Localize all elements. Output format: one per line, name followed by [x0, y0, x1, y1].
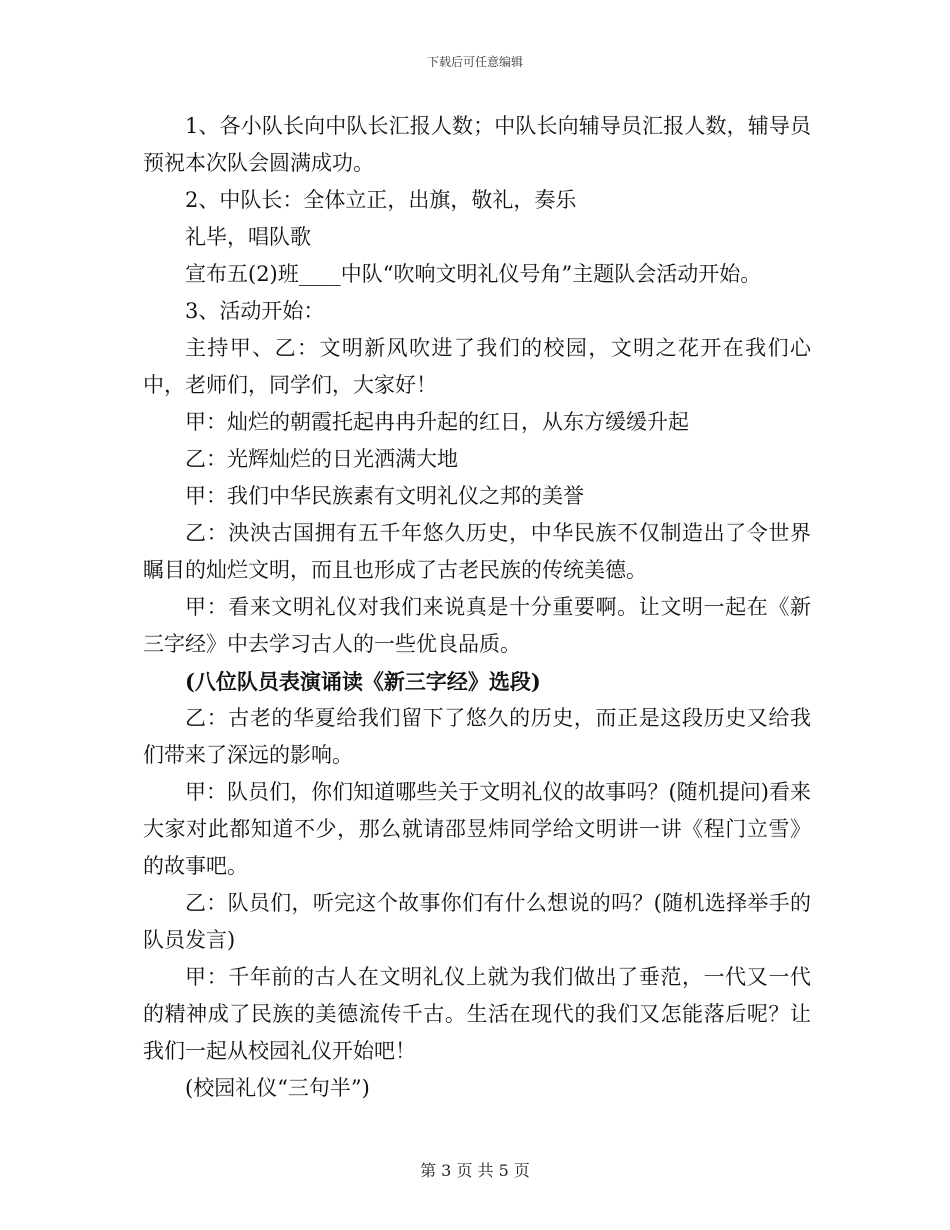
paragraph-6: 主持甲、乙：文明新风吹进了我们的校园，文明之花开在我们心中，老师们，同学们，大家好！: [143, 336, 811, 397]
paragraph-16: 甲：千年前的古人在文明礼仪上就为我们做出了垂范，一代又一代的精神成了民族的美德流传千古。生活在现代的我们又怎能落后呢？让我们一起从校园礼仪开始吧！: [143, 965, 811, 1063]
paragraph-4: 宣布五(2)班____中队“吹响文明礼仪号角”主题队会活动开始。: [185, 262, 762, 286]
page-header: 下载后可任意编辑: [426, 55, 523, 69]
paragraph-14: 甲：队员们，你们知道哪些关于文明礼仪的故事吗？(随机提问)看来大家对此都知道不少，那么就请邵昱炜同学给文明讲一讲《程门立雪》的故事吧。: [143, 780, 811, 878]
paragraph-5: 3、活动开始：: [185, 299, 325, 323]
paragraph-10: 乙：泱泱古国拥有五千年悠久历史，中华民族不仅制造出了令世界瞩目的灿烂文明，而且也形成了古老民族的传统美德。: [143, 521, 811, 582]
paragraph-11: 甲：看来文明礼仪对我们来说真是十分重要啊。让文明一起在《新三字经》中去学习古人的一些优良品质。: [143, 595, 811, 656]
document-body: [143, 108, 811, 1107]
paragraph-2: 2、中队长：全体立正，出旗，敬礼，奏乐: [185, 188, 577, 212]
paragraph-3: 礼毕，唱队歌: [185, 225, 311, 249]
paragraph-8: 乙：光辉灿烂的日光洒满大地: [185, 447, 458, 471]
paragraph-17: (校园礼仪“三句半”): [185, 1076, 370, 1100]
paragraph-13: 乙：古老的华夏给我们留下了悠久的历史，而正是这段历史又给我们带来了深远的影响。: [143, 706, 811, 767]
page-footer: 第 3 页 共 5 页: [420, 1161, 530, 1180]
paragraph-15: 乙：队员们，听完这个故事你们有什么想说的吗？(随机选择举手的队员发言): [143, 891, 811, 952]
paragraph-9: 甲：我们中华民族素有文明礼仪之邦的美誉: [185, 484, 584, 508]
paragraph-12: (八位队员表演诵读《新三字经》选段): [185, 669, 541, 694]
paragraph-7: 甲：灿烂的朝霞托起冉冉升起的红日，从东方缓缓升起: [185, 410, 689, 434]
paragraph-1: 1、各小队长向中队长汇报人数；中队长向辅导员汇报人数，辅导员预祝本次队会圆满成功。: [143, 114, 811, 175]
